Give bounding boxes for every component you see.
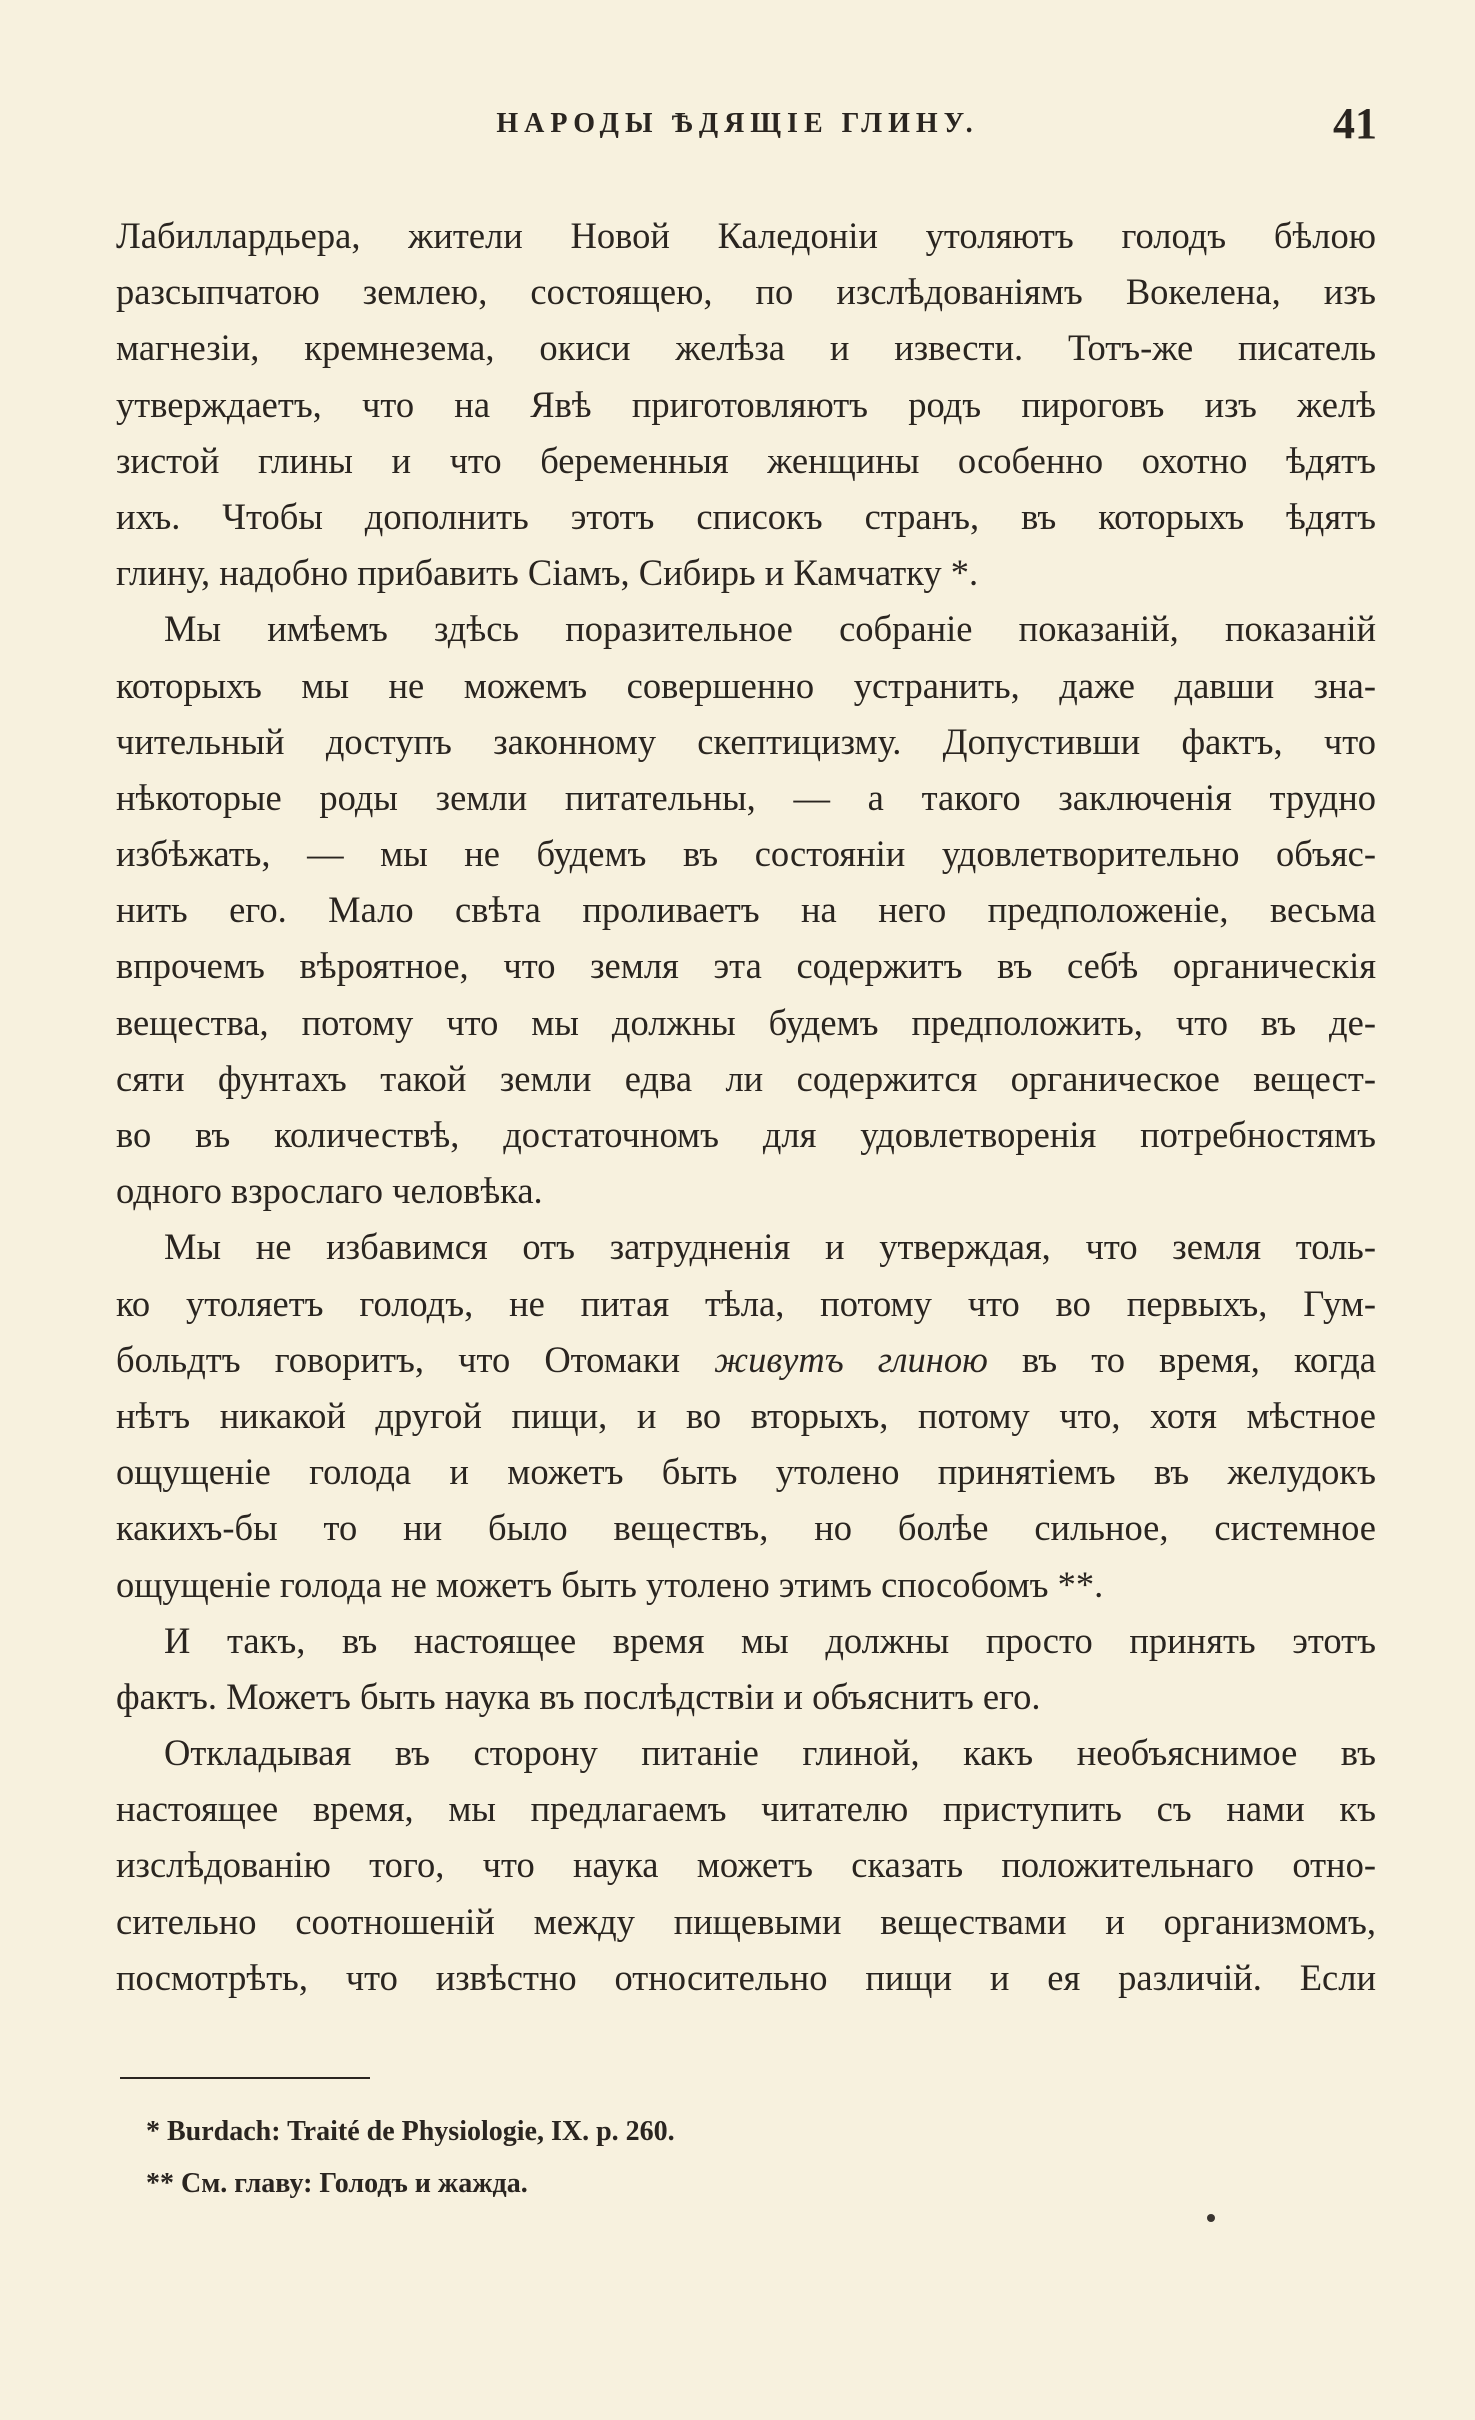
text-line: вещества, потому что мы должны будемъ предположить, что въ де- [116,1001,1376,1043]
running-title: НАРОДЫ ѢДЯЩІЕ ГЛИНУ. [496,108,979,139]
page-number: 41 [1333,99,1377,148]
text-line: Откладывая въ сторону питаніе глиной, какъ необъяснимое въ [164,1732,1376,1774]
footnote-1: * Burdach: Traité de Physiologie, IX. p. 260. [146,2116,675,2147]
text-line: посмотрѣть, что извѣстно относительно пищи и ея различій. Если [116,1956,1376,1998]
body-text [116,208,1376,2006]
text-line: глину, надобно прибавить Сіамъ, Сибирь и Камчатку *. [116,552,979,594]
footnote-rule [120,2077,370,2079]
text-line: Мы не избавимся отъ затрудненія и утверждая, что земля толь- [164,1226,1376,1268]
text-line: нѣкоторые роды земли питательны, — а такого заключенія трудно [116,776,1376,818]
text-line: ихъ. Чтобы дополнить этотъ списокъ странъ, въ которыхъ ѣдятъ [116,495,1376,537]
text-segment: въ то время, когда [1021,1338,1376,1380]
text-line: нѣтъ никакой другой пищи, и во вторыхъ, потому что, хотя мѣстное [116,1394,1376,1436]
text-line: ощущеніе голода не можетъ быть утолено этимъ способомъ **. [116,1563,1104,1605]
text-line: впрочемъ вѣроятное, что земля эта содержитъ въ себѣ органическія [116,945,1376,987]
text-line: изслѣдованію того, что наука можетъ сказать положительнаго отно- [116,1844,1376,1886]
running-head [0,98,1475,148]
text-line: настоящее время, мы предлагаемъ читателю приступить съ нами къ [116,1788,1376,1830]
text-line: ощущеніе голода и можетъ быть утолено принятіемъ въ желудокъ [116,1451,1376,1493]
text-line: сяти фунтахъ такой земли едва ли содержится органическое вещест- [116,1057,1376,1099]
footnotes [146,2106,1046,2210]
text-segment: больдтъ говоритъ, что Отомаки [116,1338,681,1380]
italic-phrase: живутъ глиною [714,1338,988,1380]
text-line: избѣжать, — мы не будемъ въ состояніи удовлетворительно объяс- [116,833,1376,875]
text-line: Лабиллардьера, жители Новой Каледоніи утоляютъ голодъ бѣлою [116,215,1376,256]
ink-speck [1207,2214,1215,2222]
text-line-mixed [116,1332,1376,1388]
text-line: сительно соотношеній между пищевыми веществами и организмомъ, [116,1900,1376,1942]
text-line: ко утоляетъ голодъ, не питая тѣла, потому что во первыхъ, Гум- [116,1282,1376,1324]
footnote-2: ** См. главу: Голодъ и жажда. [146,2168,528,2199]
text-line: И такъ, въ настоящее время мы должны просто принять этотъ [164,1619,1376,1661]
text-line: во въ количествѣ, достаточномъ для удовлетворенія потребностямъ [116,1114,1376,1155]
text-line: чительный доступъ законному скептицизму. Допустивши фактъ, что [116,720,1376,762]
text-line: какихъ-бы то ни было веществъ, но болѣе сильное, системное [116,1507,1376,1549]
text-line: зистой глины и что беременныя женщины особенно охотно ѣдятъ [116,439,1376,481]
text-line: нить его. Мало свѣта проливаетъ на него предположеніе, весьма [116,889,1376,931]
text-line: фактъ. Можетъ быть наука въ послѣдствіи и объяснитъ его. [116,1675,1041,1717]
text-line: одного взрослаго человѣка. [116,1170,543,1212]
text-line: которыхъ мы не можемъ совершенно устранить, даже давши зна- [116,664,1376,706]
text-line: разсыпчатою землею, состоящею, по изслѣдованіямъ Вокелена, изъ [116,271,1376,313]
text-line: Мы имѣемъ здѣсь поразительное собраніе показаній, показаній [164,608,1376,650]
text-line: утверждаетъ, что на Явѣ приготовляютъ родъ пироговъ изъ желѣ [116,383,1376,425]
text-line: магнезіи, кремнезема, окиси желѣза и извести. Тотъ-же писатель [116,327,1376,369]
